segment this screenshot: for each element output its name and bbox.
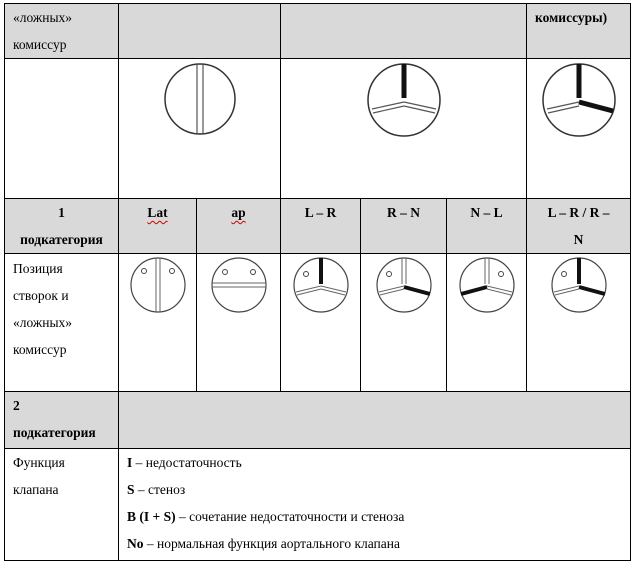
tricuspid-fused-valve-diagram	[541, 62, 617, 138]
function-text: – недостаточность	[132, 455, 242, 470]
column-header: L – R	[281, 199, 361, 254]
function-list-cell	[119, 449, 631, 561]
tricuspid-valve-diagram	[366, 62, 442, 138]
label-line: «ложных»	[13, 315, 73, 330]
diagram-cell	[527, 59, 631, 199]
empty-header-cell	[119, 392, 631, 449]
diagram-cell	[447, 254, 527, 392]
table-row	[5, 4, 631, 59]
column-header	[527, 199, 631, 254]
header-line: L – R / R –	[547, 205, 610, 220]
table-row	[5, 449, 631, 561]
list-item	[127, 476, 630, 503]
subcategory-number: 1	[58, 205, 65, 220]
row-label-cell	[5, 449, 119, 561]
label-line: «ложных»	[13, 10, 73, 25]
subcategory-title-cell	[5, 199, 119, 254]
empty-header-cell	[281, 4, 527, 59]
table-row	[5, 59, 631, 199]
r-n-valve-diagram	[375, 256, 433, 314]
diagram-cell	[197, 254, 281, 392]
label-line: Позиция	[13, 261, 63, 276]
subcategory-word: подкатегория	[13, 425, 96, 440]
row-label-cell	[5, 254, 119, 392]
n-l-valve-diagram	[458, 256, 516, 314]
header-cell-right: комиссуры)	[527, 4, 631, 59]
lat-valve-diagram	[129, 256, 187, 314]
subcategory-word: подкатегория	[20, 232, 103, 247]
list-item	[127, 449, 630, 476]
empty-cell	[5, 59, 119, 199]
function-code: B (I + S)	[127, 509, 176, 524]
table-row	[5, 254, 631, 392]
function-text: – стеноз	[134, 482, 186, 497]
valve-classification-table	[4, 3, 631, 561]
l-r-r-n-valve-diagram	[550, 256, 608, 314]
column-header: N – L	[447, 199, 527, 254]
row-label-cell	[5, 4, 119, 59]
diagram-cell	[281, 254, 361, 392]
diagram-cell	[119, 59, 281, 199]
table-row	[5, 199, 631, 254]
function-code: I	[127, 455, 133, 470]
header-ap: ap	[231, 205, 246, 220]
diagram-cell	[361, 254, 447, 392]
function-code: No	[127, 536, 144, 551]
table-row	[5, 392, 631, 449]
function-code: S	[127, 482, 135, 497]
label-line: комиссур	[13, 342, 67, 357]
header-lat: Lat	[147, 205, 168, 220]
list-item	[127, 530, 630, 557]
diagram-cell	[119, 254, 197, 392]
l-r-valve-diagram	[292, 256, 350, 314]
column-header	[197, 199, 281, 254]
label-line: комиссур	[13, 37, 67, 52]
function-text: – нормальная функция аортального клапана	[143, 536, 400, 551]
column-header: R – N	[361, 199, 447, 254]
subcategory-number: 2	[13, 398, 20, 413]
label-line: клапана	[13, 482, 59, 497]
diagram-cell	[281, 59, 527, 199]
label-line: Функция	[13, 455, 65, 470]
diagram-cell	[527, 254, 631, 392]
column-header	[119, 199, 197, 254]
bicuspid-valve-diagram	[163, 62, 237, 136]
list-item	[127, 503, 630, 530]
header-line: N	[573, 232, 584, 247]
subcategory-title-cell	[5, 392, 119, 449]
label-line: створок и	[13, 288, 69, 303]
ap-valve-diagram	[210, 256, 268, 314]
empty-header-cell	[119, 4, 281, 59]
function-text: – сочетание недостаточности и стеноза	[175, 509, 405, 524]
